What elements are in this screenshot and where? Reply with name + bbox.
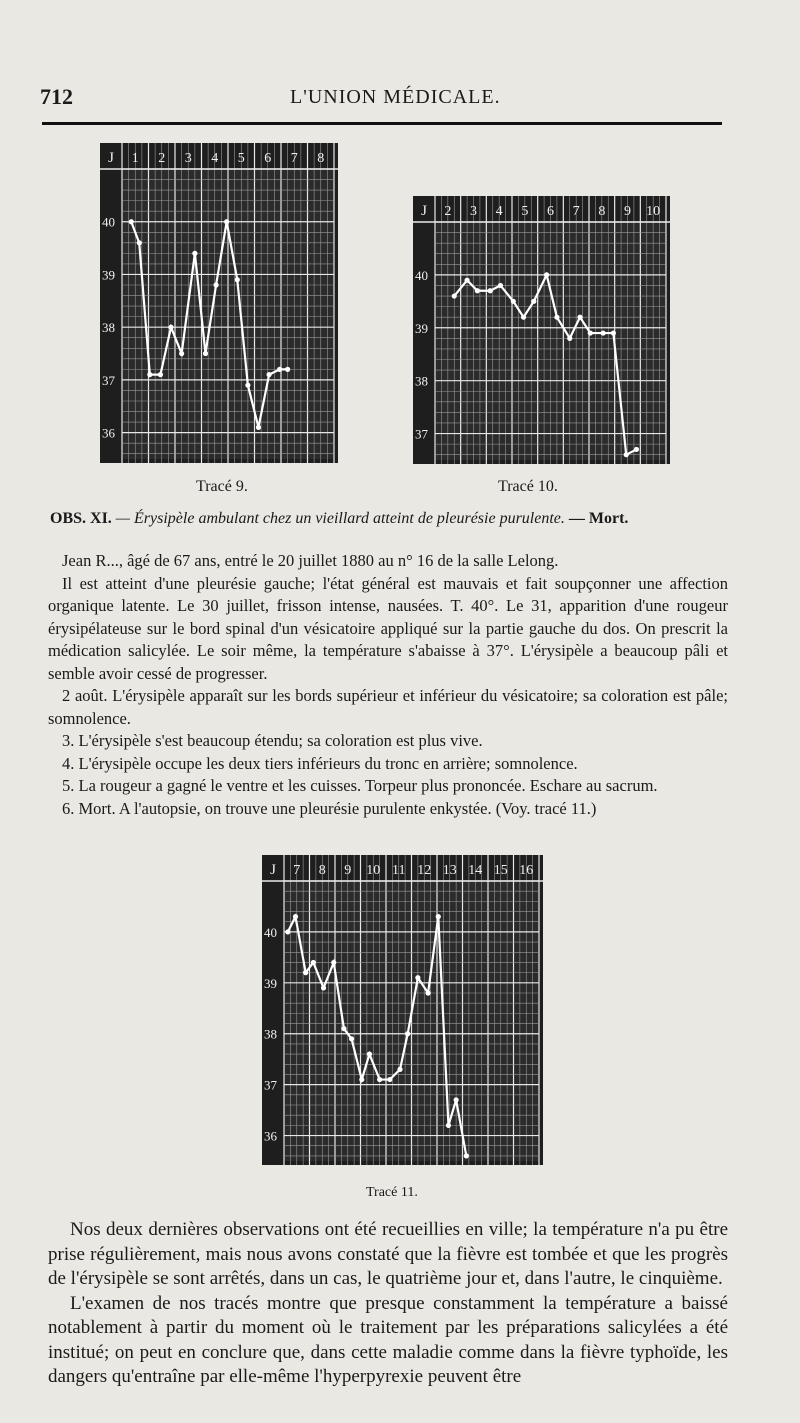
temperature-point <box>436 914 441 919</box>
paragraph: Nos deux dernières observations ont été recueillies en ville; la température n'a pu être prise régulièrement, mais nous avons constaté que la fièvre est tombée et que les progrès de l'érysipèle se sont arrêtés, dans un cas, le quatrième jour et, dans l'autre, le cinquième. <box>48 1219 728 1289</box>
paragraph: Il est atteint d'une pleurésie gauche; l'état général est mauvais et fait soupçonner une affection organique latente. Le 30 juillet, frisson intense, nausées. T. 40°. Le 31, apparition d'une rougeur érysipélateuse sur le bord spinal d'un vésicatoire appliqué sur la partie gauche du dos. On prescrit la médication salicylée. Le soir même, la température s'abaisse à 37°. L'érysipèle a beaucoup pâli et semble avoir cessé de progresser. <box>48 573 728 683</box>
day-tick-label: 9 <box>624 204 631 219</box>
temperature-point <box>544 272 549 277</box>
day-tick-label: 10 <box>366 863 381 878</box>
temperature-point <box>137 240 142 245</box>
observation-title <box>50 510 750 528</box>
temperature-point <box>235 277 240 282</box>
temperature-tick-label: 36 <box>102 425 115 441</box>
temperature-tick-label: 40 <box>415 267 428 283</box>
temperature-point <box>129 219 134 224</box>
temperature-point <box>277 367 282 372</box>
observation-body <box>48 550 728 820</box>
conclusion-body <box>48 1218 728 1390</box>
temperature-point <box>446 1123 451 1128</box>
temperature-point <box>464 1153 469 1158</box>
day-tick-label: 3 <box>184 151 192 166</box>
temperature-point <box>147 372 152 377</box>
day-tick-label: 1 <box>131 151 139 166</box>
temperature-tick-label: 40 <box>102 214 115 230</box>
temperature-point <box>397 1067 402 1072</box>
trace-9-chart <box>100 143 338 463</box>
temperature-point <box>554 315 559 320</box>
paragraph: 5. La rougeur a gagné le ventre et les cuisses. Torpeur plus prononcée. Eschare au sacrum. <box>62 776 658 795</box>
trace-9-svg <box>100 143 338 463</box>
day-header-label: J <box>270 862 276 878</box>
paragraph: 2 août. L'érysipèle apparaît sur les bords supérieur et inférieur du vésicatoire; sa coloration est pâle; somnolence. <box>48 686 728 728</box>
day-tick-label: 14 <box>468 863 483 878</box>
temperature-point <box>521 315 526 320</box>
temperature-point <box>488 288 493 293</box>
temperature-point <box>341 1026 346 1031</box>
temperature-point <box>452 293 457 298</box>
temperature-tick-label: 39 <box>264 975 277 991</box>
day-header-label: J <box>108 150 114 166</box>
observation-number: OBS. XI. <box>50 510 112 527</box>
temperature-tick-label: 39 <box>102 267 115 283</box>
day-tick-label: 7 <box>293 863 301 878</box>
day-tick-label: 8 <box>598 204 606 219</box>
temperature-tick-label: 37 <box>415 426 428 442</box>
day-tick-label: 7 <box>572 204 580 219</box>
temperature-point <box>224 219 229 224</box>
trace-10-caption: Tracé 10. <box>498 478 558 495</box>
paragraph: L'examen de nos tracés montre que presque constamment la température a baissé notablement à partir du moment où le traitement par les préparations salicylées a été institué; on peut en conclure que, dans cette maladie comme dans la fièvre typhoïde, les dangers qu'entraîne par elle-même l'hyperpyrexie peuvent être <box>48 1292 728 1387</box>
page-header <box>40 84 730 114</box>
temperature-point <box>601 330 606 335</box>
temperature-point <box>387 1077 392 1082</box>
temperature-point <box>293 914 298 919</box>
temperature-point <box>311 960 316 965</box>
temperature-point <box>415 975 420 980</box>
temperature-point <box>511 299 516 304</box>
day-tick-label: 2 <box>158 151 166 166</box>
day-tick-label: 5 <box>521 204 529 219</box>
temperature-tick-label: 38 <box>415 373 428 389</box>
temperature-point <box>531 299 536 304</box>
temperature-point <box>577 315 582 320</box>
temperature-point <box>256 425 261 430</box>
temperature-point <box>498 283 503 288</box>
temperature-point <box>245 383 250 388</box>
temperature-tick-label: 40 <box>264 924 277 940</box>
temperature-point <box>349 1036 354 1041</box>
temperature-point <box>213 282 218 287</box>
observation-description: — Érysipèle ambulant chez un vieillard atteint de pleurésie purulente. <box>115 510 565 527</box>
day-tick-label: 10 <box>646 204 661 219</box>
header-rule <box>42 122 722 125</box>
temperature-tick-label: 39 <box>415 320 428 336</box>
temperature-point <box>377 1077 382 1082</box>
temperature-point <box>331 960 336 965</box>
day-tick-label: 2 <box>444 204 452 219</box>
day-tick-label: 15 <box>493 863 508 878</box>
day-tick-label: 16 <box>519 863 534 878</box>
trace-10-chart <box>413 196 670 464</box>
trace-9-caption: Tracé 9. <box>196 478 248 495</box>
paragraph: 6. Mort. A l'autopsie, on trouve une pleurésie purulente enkystée. (Voy. tracé 11.) <box>62 798 597 818</box>
temperature-tick-label: 37 <box>102 372 115 388</box>
trace-11-svg <box>262 855 543 1165</box>
temperature-point <box>425 990 430 995</box>
temperature-point <box>464 278 469 283</box>
day-tick-label: 4 <box>495 204 503 219</box>
temperature-point <box>567 336 572 341</box>
temperature-tick-label: 37 <box>264 1077 277 1093</box>
day-tick-label: 7 <box>290 151 298 166</box>
temperature-point <box>634 447 639 452</box>
temperature-point <box>158 372 163 377</box>
day-header-label: J <box>421 203 427 219</box>
temperature-point <box>179 351 184 356</box>
temperature-point <box>454 1097 459 1102</box>
temperature-point <box>203 351 208 356</box>
temperature-point <box>359 1077 364 1082</box>
day-tick-label: 3 <box>470 204 477 219</box>
page-number: 712 <box>40 84 73 109</box>
temperature-point <box>303 970 308 975</box>
day-tick-label: 8 <box>317 151 325 166</box>
temperature-point <box>611 330 616 335</box>
temperature-point <box>588 330 593 335</box>
temperature-point <box>285 367 290 372</box>
day-tick-label: 6 <box>547 204 554 219</box>
paragraph: 4. L'érysipèle occupe les deux tiers inférieurs du tronc en arrière; somnolence. <box>62 753 578 773</box>
temperature-point <box>168 325 173 330</box>
temperature-point <box>285 929 290 934</box>
trace-11-caption: Tracé 11. <box>366 1185 418 1200</box>
day-tick-label: 11 <box>392 863 406 878</box>
day-tick-label: 9 <box>344 863 352 878</box>
temperature-tick-label: 38 <box>102 320 115 336</box>
day-tick-label: 12 <box>417 863 432 878</box>
journal-title: L'UNION MÉDICALE. <box>290 86 501 108</box>
day-tick-label: 8 <box>318 863 326 878</box>
trace-11-chart <box>262 855 543 1165</box>
temperature-point <box>624 452 629 457</box>
temperature-point <box>266 372 271 377</box>
temperature-tick-label: 36 <box>264 1128 277 1144</box>
day-tick-label: 6 <box>264 151 272 166</box>
day-tick-label: 4 <box>211 151 219 166</box>
paragraph: 3. L'érysipèle s'est beaucoup étendu; sa coloration est plus vive. <box>62 731 483 750</box>
paragraph: Jean R..., âgé de 67 ans, entré le 20 juillet 1880 au n° 16 de la salle Lelong. <box>62 551 559 570</box>
temperature-point <box>367 1051 372 1056</box>
trace-10-svg <box>413 196 670 464</box>
observation-outcome: — Mort. <box>568 510 629 527</box>
temperature-point <box>321 985 326 990</box>
temperature-point <box>405 1031 410 1036</box>
day-tick-label: 13 <box>442 863 457 878</box>
day-tick-label: 5 <box>237 151 245 166</box>
temperature-point <box>475 288 480 293</box>
temperature-point <box>192 251 197 256</box>
temperature-tick-label: 38 <box>264 1026 277 1042</box>
